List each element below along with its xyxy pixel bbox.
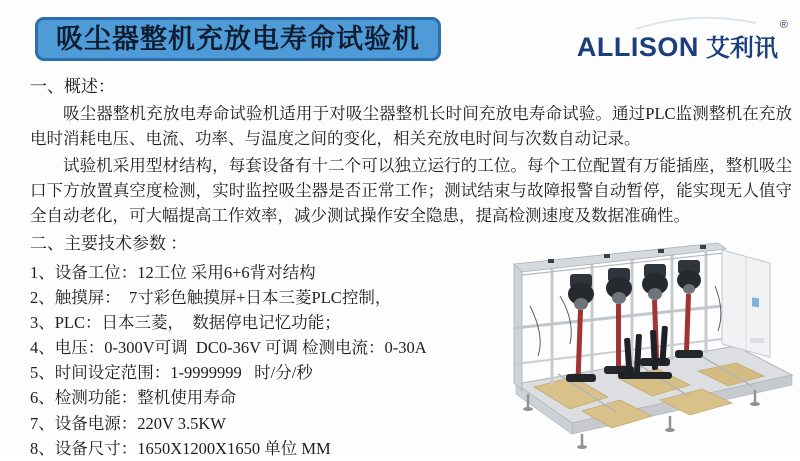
- param-item-3: 3、PLC：日本三菱， 数据停电记忆功能；: [30, 313, 341, 333]
- brand-logo-latin: ALLISON: [576, 32, 699, 62]
- overview-paragraph-2: 试验机采用型材结构，每套设备有十二个可以独立运行的工位。每个工位配置有万能插座，整机吸尘口下方放置真空度检测，实时监控吸尘器是否正常工作；测试结束与故障报警自动暂停，能实现无人值守全自动老化，可大幅提高工作效率，减少测试操作安全隐患，提高检测速度及数据准确性。: [30, 156, 792, 225]
- logo-swoosh-icon: [632, 14, 762, 32]
- brand-logo: [576, 19, 788, 63]
- params-heading: 二、主要技术参数 ：: [30, 234, 188, 253]
- param-item-2: 2、触摸屏： 7寸彩色触摸屏+日本三菱PLC控制，: [30, 288, 392, 308]
- param-item-6: 6、检测功能：整机使用寿命: [30, 388, 237, 408]
- param-item-8: 8、设备尺寸：1650X1200X1650 单位 MM: [30, 438, 331, 458]
- param-item-7: 7、设备电源：220V 3.5KW: [30, 413, 226, 433]
- overview-heading: 一、概述：: [30, 77, 115, 96]
- product-photo: [500, 226, 800, 450]
- overview-paragraph-1: 吸尘器整机充放电寿命试验机适用于对吸尘器整机长时间充放电寿命试验。通过PLC监测整机在充放电时消耗电压、电流、功率、与温度之间的变化，相关充放电时间与次数自动记录。: [30, 104, 792, 148]
- registered-mark-icon: ®: [779, 19, 788, 31]
- param-item-5: 5、时间设定范围：1-9999999 时/分/秒: [30, 363, 313, 383]
- params-list: [30, 260, 500, 461]
- param-item-1: 1、设备工位：12工位 采用6+6背对结构: [30, 263, 316, 282]
- page-title: 吸尘器整机充放电寿命试验机: [35, 17, 441, 61]
- brand-logo-cjk: 艾利讯: [705, 35, 778, 62]
- param-item-4: 4、电压：0-300V可调 DC0-36V 可调 检测电流：0-30A: [30, 338, 427, 358]
